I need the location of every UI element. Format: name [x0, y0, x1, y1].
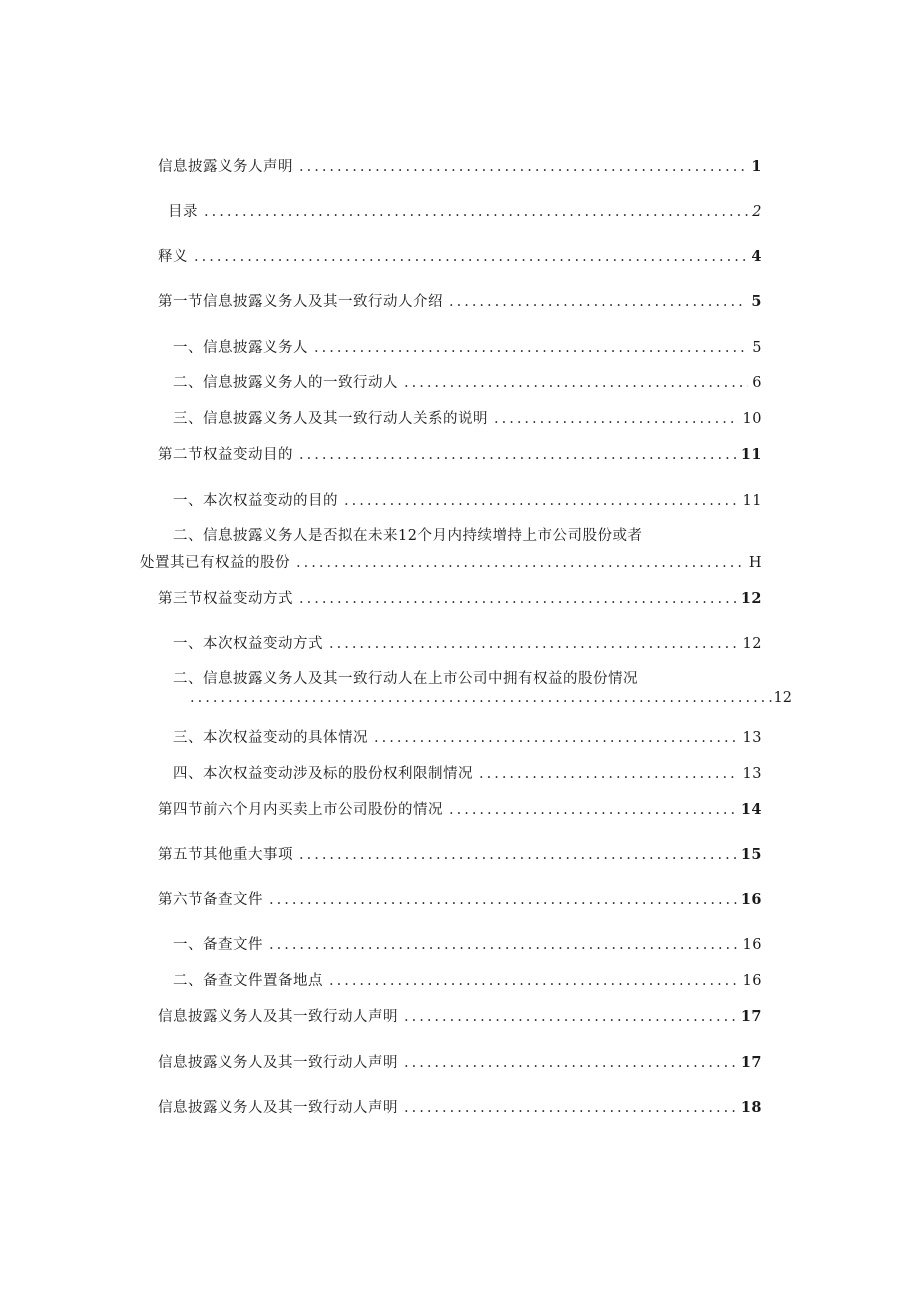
- toc-entry-label: 第四节前六个月内买卖上市公司股份的情况: [158, 802, 443, 818]
- toc-entry-label-continued: 处置其已有权益的股份: [140, 555, 290, 571]
- toc-entry[interactable]: [158, 1096, 762, 1117]
- toc-entry[interactable]: [173, 336, 762, 357]
- toc-entry[interactable]: [173, 969, 762, 990]
- toc-entry-page: 16: [742, 973, 762, 989]
- toc-leader-dots: [269, 892, 737, 908]
- toc-entry-page: 13: [742, 766, 762, 782]
- toc-entry-label[interactable]: 二、信息披露义务人及其一致行动人在上市公司中拥有权益的股份情况: [173, 671, 638, 687]
- toc-entry[interactable]: [158, 245, 762, 266]
- toc-entry-label: 一、本次权益变动的目的: [173, 493, 338, 509]
- toc-entry-page: 2: [752, 204, 762, 220]
- toc-entry-label: 第一节信息披露义务人及其一致行动人介绍: [158, 294, 443, 310]
- toc-entry-page: 17: [740, 1054, 762, 1071]
- toc-entry[interactable]: [158, 1051, 762, 1072]
- toc-entry[interactable]: [173, 762, 762, 783]
- toc-entry[interactable]: [158, 443, 762, 464]
- toc-entry-label: 四、本次权益变动涉及标的股份权利限制情况: [173, 766, 473, 782]
- toc-leader-dots: [449, 294, 747, 310]
- toc-entry-page: 11: [740, 446, 762, 463]
- toc-entry[interactable]: [158, 155, 762, 176]
- toc-leader-dots: [404, 1100, 737, 1116]
- toc-entry[interactable]: [158, 798, 762, 819]
- toc-leader-dots: [299, 591, 737, 607]
- toc-leader-dots: [329, 973, 739, 989]
- toc-entry-label: 一、信息披露义务人: [173, 340, 308, 356]
- toc-entry-page: 17: [740, 1008, 762, 1025]
- toc-entry-page: 16: [740, 891, 762, 908]
- toc-leader-dots: [449, 802, 737, 818]
- toc-entry-page: 12: [773, 690, 792, 706]
- toc-entry-label: 信息披露义务人及其一致行动人声明: [158, 1009, 398, 1025]
- toc-leader-dots: [404, 1009, 737, 1025]
- toc-entry[interactable]: [173, 371, 762, 392]
- toc-entry-page: 1: [751, 158, 762, 175]
- toc-entry-page: 4: [751, 248, 762, 265]
- toc-entry-page: 14: [740, 801, 762, 818]
- toc-entry-label: 三、本次权益变动的具体情况: [173, 730, 368, 746]
- toc-entry-label: 第二节权益变动目的: [158, 447, 293, 463]
- toc-entry-label: 二、信息披露义务人的一致行动人: [173, 375, 398, 391]
- toc-entry-page: H: [748, 555, 762, 571]
- toc-leader-dots: [269, 937, 739, 953]
- toc-leader-dots: [299, 159, 747, 175]
- toc-entry-page: 12: [740, 590, 762, 607]
- toc-leader-dots: [404, 1055, 737, 1071]
- toc-leader-dots: [494, 411, 739, 427]
- toc-entry-label: 第五节其他重大事项: [158, 847, 293, 863]
- toc-leader-dots: [314, 340, 748, 356]
- toc-entry-page: 10: [742, 411, 762, 427]
- toc-entry[interactable]: [140, 551, 762, 572]
- toc-leader-dots: [194, 249, 747, 265]
- toc-leader-dots: [344, 493, 739, 509]
- toc-leader-dots: [329, 636, 739, 652]
- toc-leader-dots: [374, 730, 739, 746]
- toc-entry-label: 信息披露义务人及其一致行动人声明: [158, 1100, 398, 1116]
- toc-entry[interactable]: [173, 407, 762, 428]
- toc-entry[interactable]: [173, 933, 762, 954]
- toc-entry-page: 15: [740, 846, 762, 863]
- toc-entry[interactable]: [158, 843, 762, 864]
- toc-entry[interactable]: [158, 888, 762, 909]
- toc-entry-label: 信息披露义务人声明: [158, 159, 293, 175]
- toc-entry-label: 第六节备查文件: [158, 892, 263, 908]
- toc-entry-label: 信息披露义务人及其一致行动人声明: [158, 1055, 398, 1071]
- toc-entry-page: 18: [740, 1099, 762, 1116]
- toc-entry[interactable]: [158, 1005, 762, 1026]
- toc-entry-label: 一、备查文件: [173, 937, 263, 953]
- toc-entry[interactable]: [158, 290, 762, 311]
- toc-entry-page: 6: [752, 375, 762, 391]
- toc-leader-dots: [479, 766, 739, 782]
- toc-entry-page: 5: [751, 293, 762, 310]
- toc-leader-dots: [404, 375, 748, 391]
- toc-entry-label: 二、备查文件置备地点: [173, 973, 323, 989]
- toc-entry-label: 一、本次权益变动方式: [173, 636, 323, 652]
- toc-entry-page: 16: [742, 937, 762, 953]
- toc-leader-dots: [296, 555, 745, 571]
- toc-leader-dots: [190, 690, 774, 706]
- toc-entry[interactable]: [173, 726, 762, 747]
- toc-entry-page: 12: [742, 636, 762, 652]
- toc-entry-label: 释义: [158, 249, 188, 265]
- toc-entry-page: 11: [742, 493, 762, 509]
- toc-entry-label: 目录: [168, 204, 198, 220]
- toc-entry[interactable]: [158, 587, 762, 608]
- toc-entry-label: 第三节权益变动方式: [158, 591, 293, 607]
- toc-entry[interactable]: [190, 690, 792, 706]
- toc-leader-dots: [299, 447, 737, 463]
- toc-entry[interactable]: [173, 489, 762, 510]
- toc-entry[interactable]: [168, 200, 762, 221]
- toc-leader-dots: [299, 847, 737, 863]
- toc-entry-label: 三、信息披露义务人及其一致行动人关系的说明: [173, 411, 488, 427]
- toc-entry-page: 13: [742, 730, 762, 746]
- toc-leader-dots: [204, 204, 748, 220]
- toc-entry[interactable]: [173, 632, 762, 653]
- toc-entry-label[interactable]: 二、信息披露义务人是否拟在未来12个月内持续增持上市公司股份或者: [173, 528, 643, 544]
- toc-entry-page: 5: [752, 340, 762, 356]
